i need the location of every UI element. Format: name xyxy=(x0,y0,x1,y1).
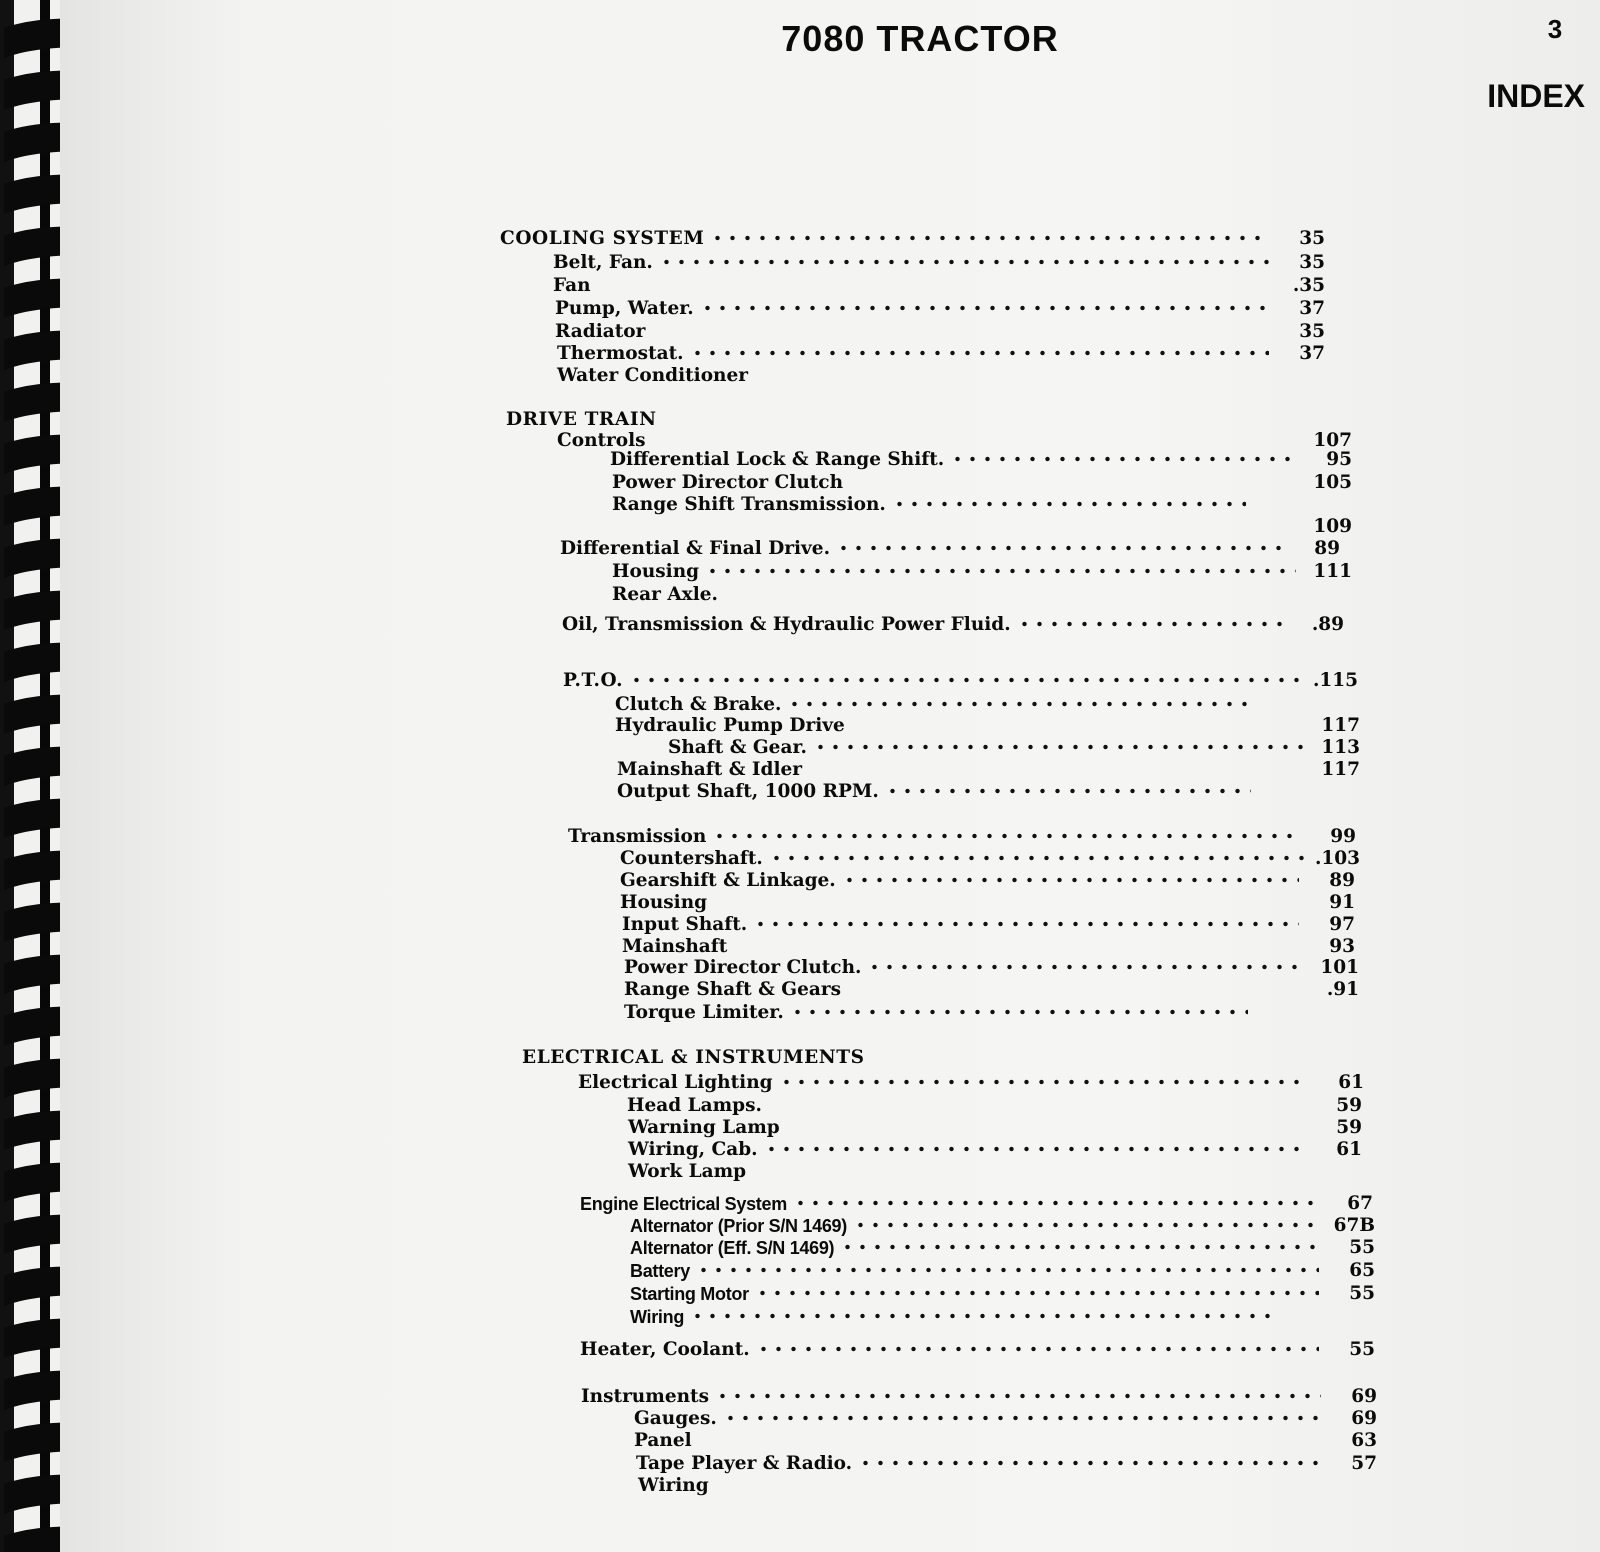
dot-leader xyxy=(779,1072,1308,1092)
toc-entry xyxy=(612,470,1352,494)
toc-entry xyxy=(612,582,1352,606)
toc-entry-label: Wiring, Cab. xyxy=(628,1139,758,1160)
toc-entry-label: Battery xyxy=(630,1261,690,1281)
toc-entry xyxy=(563,668,1358,692)
toc-entry xyxy=(638,1473,1377,1497)
dot-leader xyxy=(769,848,1304,868)
toc-entry xyxy=(617,757,1360,781)
toc-entry xyxy=(615,713,1360,737)
toc-entry-page: 93 xyxy=(1329,936,1355,957)
toc-entry-label: Belt, Fan. xyxy=(553,252,653,273)
dot-leader xyxy=(700,298,1269,318)
toc-entry-page: 37 xyxy=(1299,343,1325,364)
toc-entry-page: .115 xyxy=(1312,670,1358,691)
toc-entry-label: Instruments xyxy=(581,1386,710,1407)
toc-entry xyxy=(668,735,1360,759)
toc-entry xyxy=(636,1451,1377,1475)
toc-entry-page: 65 xyxy=(1349,1260,1375,1281)
toc-entry-label: Thermostat. xyxy=(557,343,684,364)
toc-entry xyxy=(617,779,1307,803)
dot-leader xyxy=(712,826,1300,846)
toc-entry-label: ELECTRICAL & INSTRUMENTS xyxy=(522,1047,865,1068)
toc-entry-label: Housing xyxy=(620,892,708,913)
toc-entry-label: Oil, Transmission & Hydraulic Power Fluid. xyxy=(562,614,1011,635)
toc-entry-page: 69 xyxy=(1351,1386,1377,1407)
toc-entry-label: Heater, Coolant. xyxy=(580,1339,750,1360)
toc-entry-label: Housing xyxy=(612,561,700,582)
toc-entry-label: Panel xyxy=(634,1430,692,1451)
toc-entry xyxy=(612,559,1352,583)
toc-entry-page: 69 xyxy=(1351,1408,1377,1429)
toc-entry-page: 55 xyxy=(1349,1237,1375,1258)
toc-entry-label: Mainshaft xyxy=(622,936,728,957)
toc-entry-page: 111 xyxy=(1313,561,1352,582)
toc-entry xyxy=(620,846,1360,870)
dot-leader xyxy=(853,1215,1319,1235)
toc-entry-label: Power Director Clutch xyxy=(612,472,844,493)
toc-entry-label: Differential & Final Drive. xyxy=(560,538,831,559)
toc-entry-label: Rear Axle. xyxy=(612,584,718,605)
toc-entry-page: 61 xyxy=(1336,1139,1362,1160)
toc-entry xyxy=(624,955,1359,979)
toc-entry xyxy=(553,250,1325,274)
toc-entry-label: Pump, Water. xyxy=(555,298,694,319)
toc-entry xyxy=(630,1213,1375,1237)
toc-entry xyxy=(581,1384,1377,1408)
toc-entry xyxy=(500,226,1325,250)
toc-entry xyxy=(624,1000,1304,1024)
toc-entry-label: Starting Motor xyxy=(630,1284,749,1304)
toc-entry-page: 105 xyxy=(1313,472,1352,493)
toc-entry-label: COOLING SYSTEM xyxy=(500,228,705,249)
toc-entry xyxy=(553,273,1325,297)
toc-entry-page: 35 xyxy=(1299,252,1325,273)
toc-entry xyxy=(630,1281,1375,1305)
dot-leader xyxy=(840,1237,1319,1257)
toc-entry-label: Countershaft. xyxy=(620,848,763,869)
toc-entry-page: 97 xyxy=(1329,914,1355,935)
toc-entry xyxy=(562,612,1344,636)
toc-entry-label: Mainshaft & Idler xyxy=(617,759,803,780)
toc-entry xyxy=(555,319,1325,343)
toc-entry-label: Wiring xyxy=(630,1307,685,1327)
toc-entry-label: Torque Limiter. xyxy=(624,1002,784,1023)
toc-entry-label: Shaft & Gear. xyxy=(668,737,807,758)
toc-entry-page: 113 xyxy=(1321,737,1360,758)
toc-entry-label: Range Shift Transmission. xyxy=(612,494,886,515)
toc-entry xyxy=(620,868,1355,892)
dot-leader xyxy=(892,494,1246,514)
toc-entry-label: Gauges. xyxy=(634,1408,717,1429)
toc-entry-label: Alternator (Eff. S/N 1469) xyxy=(630,1238,835,1258)
toc-entry-label: Warning Lamp xyxy=(628,1117,780,1138)
dot-leader xyxy=(723,1408,1321,1428)
dot-leader xyxy=(690,343,1269,363)
toc-entry xyxy=(1290,514,1352,538)
dot-leader xyxy=(696,1260,1319,1280)
toc-entry-page: 117 xyxy=(1321,759,1360,780)
toc-entry-label: P.T.O. xyxy=(563,670,624,691)
toc-entry-label: Input Shaft. xyxy=(622,914,748,935)
toc-entry xyxy=(630,1235,1375,1259)
dot-leader xyxy=(753,914,1299,934)
toc-entry-label: Gearshift & Linkage. xyxy=(620,870,836,891)
dot-leader xyxy=(836,538,1284,558)
dot-leader xyxy=(659,252,1269,272)
toc-entry-label: DRIVE TRAIN xyxy=(506,409,657,430)
dot-leader xyxy=(790,1002,1248,1022)
toc-entry-label: Head Lamps. xyxy=(627,1095,762,1116)
toc-entry-page: 89 xyxy=(1329,870,1355,891)
dot-leader xyxy=(842,870,1299,890)
dot-leader xyxy=(715,1386,1321,1406)
toc-entry xyxy=(622,912,1355,936)
toc-entry xyxy=(580,1337,1375,1361)
toc-entry xyxy=(557,341,1325,365)
toc-entry-page: 55 xyxy=(1349,1339,1375,1360)
toc-entry xyxy=(634,1428,1377,1452)
toc-entry xyxy=(580,1191,1373,1215)
toc-entry xyxy=(628,1115,1362,1139)
dot-leader xyxy=(705,561,1296,581)
dot-leader xyxy=(764,1139,1306,1159)
toc-entry-page: .103 xyxy=(1314,848,1360,869)
toc-entry-label: Transmission xyxy=(568,826,707,847)
toc-entry-label: Water Conditioner xyxy=(557,365,749,386)
dot-leader xyxy=(813,737,1304,757)
toc-entry-label: Range Shaft & Gears xyxy=(624,979,841,1000)
toc-entry-page: 67B xyxy=(1333,1215,1375,1236)
toc-entry-page: 117 xyxy=(1321,715,1360,736)
toc-entry-label: Differential Lock & Range Shift. xyxy=(610,449,945,470)
dot-leader xyxy=(867,957,1303,977)
toc-entry-page: 99 xyxy=(1330,826,1356,847)
dot-leader xyxy=(710,228,1269,248)
toc-entry xyxy=(555,296,1325,320)
toc-entry-page: 67 xyxy=(1347,1193,1373,1214)
toc-entry xyxy=(634,1406,1377,1430)
toc-entry xyxy=(612,492,1302,516)
toc-entry-page: 55 xyxy=(1349,1283,1375,1304)
toc-entry xyxy=(624,977,1359,1001)
toc-entry-page: 59 xyxy=(1336,1095,1362,1116)
toc-entry-page: 95 xyxy=(1326,449,1352,470)
toc-entry xyxy=(628,1137,1362,1161)
dot-leader xyxy=(793,1193,1317,1213)
toc-entry xyxy=(630,1258,1375,1282)
page-number: 3 xyxy=(1547,14,1563,44)
index-heading: INDEX xyxy=(1487,78,1585,114)
toc-entry xyxy=(630,1304,1330,1328)
toc-entry-label: Controls xyxy=(557,430,646,451)
toc-entry xyxy=(627,1093,1362,1117)
dot-leader xyxy=(950,449,1296,469)
dot-leader xyxy=(629,670,1302,690)
toc-entry-label: Engine Electrical System xyxy=(580,1194,787,1214)
toc-entry-page: 63 xyxy=(1351,1430,1377,1451)
page-title: 7080 TRACTOR xyxy=(781,18,1059,59)
toc-entry xyxy=(560,536,1340,560)
dot-leader xyxy=(756,1339,1319,1359)
dot-leader xyxy=(858,1453,1321,1473)
toc-entry-label: Radiator xyxy=(555,321,646,342)
toc-entry-page: 61 xyxy=(1338,1072,1364,1093)
toc-entry-page: 101 xyxy=(1320,957,1359,978)
toc-entry-page: 35 xyxy=(1299,228,1325,249)
toc-entry-label: Electrical Lighting xyxy=(578,1072,773,1093)
toc-entry-label: Alternator (Prior S/N 1469) xyxy=(630,1216,847,1236)
toc-entry xyxy=(568,824,1356,848)
toc-entry-label: Fan xyxy=(553,275,591,296)
toc-entry-label: Hydraulic Pump Drive xyxy=(615,715,845,736)
toc-entry-page: 37 xyxy=(1299,298,1325,319)
toc-entry-label: Clutch & Brake. xyxy=(615,694,782,715)
toc-entry-page: 107 xyxy=(1313,430,1352,451)
toc-entry-page: 89 xyxy=(1314,538,1340,559)
dot-leader xyxy=(755,1283,1319,1303)
toc-entry-page: .89 xyxy=(1311,614,1344,635)
toc-entry-page: .35 xyxy=(1292,275,1325,296)
toc-entry xyxy=(610,447,1352,471)
toc-entry xyxy=(628,1159,1362,1183)
dot-leader xyxy=(1017,614,1288,634)
dot-leader xyxy=(690,1306,1274,1326)
toc-entry-label: Tape Player & Radio. xyxy=(636,1453,853,1474)
toc-entry xyxy=(620,890,1355,914)
toc-entry-label: Output Shaft, 1000 RPM. xyxy=(617,781,879,802)
toc-entry-label: Power Director Clutch. xyxy=(624,957,862,978)
toc-entry-label: Wiring xyxy=(638,1475,709,1496)
toc-entry xyxy=(522,1045,1362,1069)
toc-entry-page: 91 xyxy=(1329,892,1355,913)
dot-leader xyxy=(787,694,1249,714)
toc-entry-page: .91 xyxy=(1326,979,1359,1000)
toc-entry-page: 57 xyxy=(1351,1453,1377,1474)
toc-entry-page: 59 xyxy=(1336,1117,1362,1138)
toc-entry xyxy=(557,363,1325,387)
toc-entry-page: 35 xyxy=(1299,321,1325,342)
toc-entry-page: 109 xyxy=(1313,516,1352,537)
toc-entry-label: Work Lamp xyxy=(628,1161,747,1182)
dot-leader xyxy=(885,781,1251,801)
toc-entry xyxy=(578,1070,1364,1094)
